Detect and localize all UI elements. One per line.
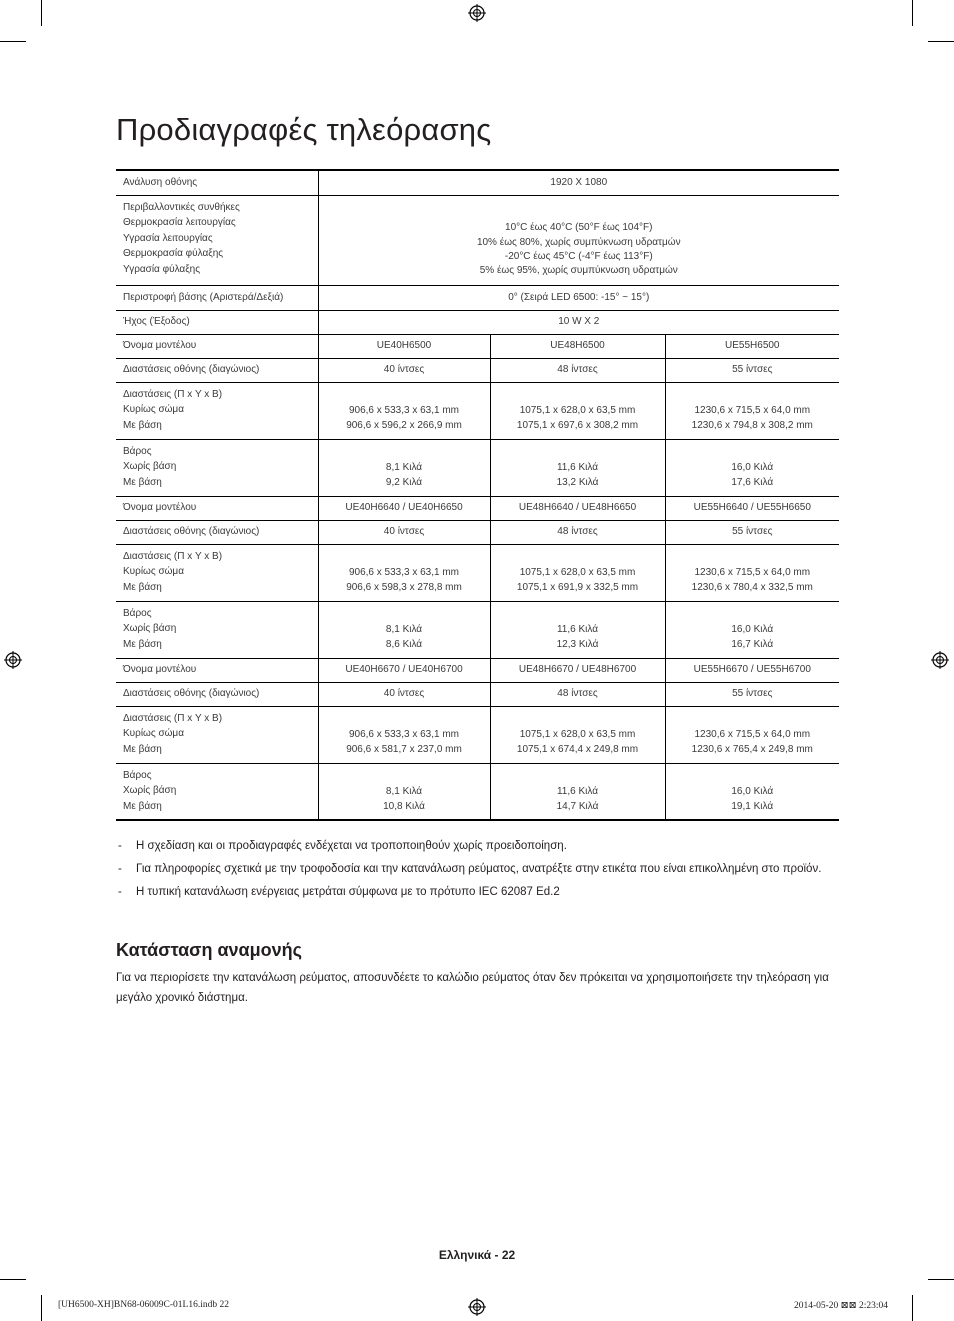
row-value: 1075,1 x 628,0 x 63,5 mm 1075,1 x 674,4 x 249,8 mm [490, 706, 665, 763]
list-item: - Για πληροφορίες σχετικά με την τροφοδοσία και την κατανάλωση ρεύματος, ανατρέξτε στην ετικέτα που είναι επικολλημένη στο προϊόν. [116, 859, 839, 879]
row-value: 40 ίντσες [318, 520, 490, 544]
row-label: Διαστάσεις (Π x Υ x Β) Κυρίως σώμα Με βάση [116, 382, 318, 439]
row-label: Διαστάσεις οθόνης (διαγώνιος) [116, 682, 318, 706]
table-row [116, 285, 839, 310]
table-row [116, 763, 839, 820]
row-label: Βάρος Χωρίς βάση Με βάση [116, 601, 318, 658]
row-value: 11,6 Κιλά 14,7 Κιλά [490, 763, 665, 820]
table-row [116, 382, 839, 439]
table-row [116, 658, 839, 682]
row-value: UE40H6640 / UE40H6650 [318, 496, 490, 520]
row-value: 11,6 Κιλά 13,2 Κιλά [490, 439, 665, 496]
row-value: 55 ίντσες [665, 682, 839, 706]
crop-mark-bottom-left-h [0, 1279, 26, 1280]
crop-mark-bottom-right [912, 1295, 913, 1321]
registration-mark-icon [4, 651, 22, 669]
row-label: Βάρος Χωρίς βάση Με βάση [116, 763, 318, 820]
row-value: 0° (Σειρά LED 6500: -15° ~ 15°) [318, 285, 839, 310]
row-value: 11,6 Κιλά 12,3 Κιλά [490, 601, 665, 658]
table-row [116, 544, 839, 601]
row-label: Περιστροφή βάσης (Αριστερά/Δεξιά) [116, 285, 318, 310]
table-row [116, 706, 839, 763]
row-value: 8,1 Κιλά 9,2 Κιλά [318, 439, 490, 496]
dash-bullet: - [118, 840, 122, 852]
row-label: Όνομα μοντέλου [116, 658, 318, 682]
row-label: Ανάλυση οθόνης [116, 170, 318, 195]
footer-file-info: [UH6500-XH]BN68-06009C-01L16.indb 22 [58, 1300, 229, 1310]
table-row [116, 496, 839, 520]
crop-mark-top-left-h [0, 41, 26, 42]
table-row [116, 601, 839, 658]
page-title: Προδιαγραφές τηλεόρασης [116, 112, 492, 147]
row-value: 1230,6 x 715,5 x 64,0 mm 1230,6 x 780,4 x 332,5 mm [665, 544, 839, 601]
table-row [116, 334, 839, 358]
row-value: 1075,1 x 628,0 x 63,5 mm 1075,1 x 697,6 x 308,2 mm [490, 382, 665, 439]
row-label: Όνομα μοντέλου [116, 496, 318, 520]
row-value: 1920 X 1080 [318, 170, 839, 195]
row-value: 1230,6 x 715,5 x 64,0 mm 1230,6 x 765,4 x 249,8 mm [665, 706, 839, 763]
dash-bullet: - [118, 863, 122, 875]
page-number: Ελληνικά - 22 [438, 1248, 516, 1262]
row-value: UE55H6500 [665, 334, 839, 358]
row-value: 10°C έως 40°C (50°F έως 104°F) 10% έως 80%, χωρίς συμπύκνωση υδρατμών -20°C έως 45°C (-4°F έως 113°F) 5% έως 95%, χωρίς συμπύκνωση υδρατμών [318, 195, 839, 285]
registration-mark-icon [468, 1298, 486, 1316]
dash-bullet: - [118, 886, 122, 898]
row-value: 48 ίντσες [490, 358, 665, 382]
row-label: Βάρος Χωρίς βάση Με βάση [116, 439, 318, 496]
section-heading: Κατάσταση αναμονής [116, 940, 302, 960]
row-value: 48 ίντσες [490, 520, 665, 544]
row-label: Διαστάσεις οθόνης (διαγώνιος) [116, 520, 318, 544]
section-paragraph: Για να περιορίσετε την κατανάλωση ρεύματος, αποσυνδέετε το καλώδιο ρεύματος όταν δεν πρόκειται να χρησιμοποιήσετε την τηλεόραση για μεγάλο χρονικό διάστημα. [116, 972, 829, 1004]
row-value: UE40H6500 [318, 334, 490, 358]
row-value: 55 ίντσες [665, 358, 839, 382]
row-value: 906,6 x 533,3 x 63,1 mm 906,6 x 581,7 x 237,0 mm [318, 706, 490, 763]
row-value: UE40H6670 / UE40H6700 [318, 658, 490, 682]
row-label: Όνομα μοντέλου [116, 334, 318, 358]
table-row [116, 682, 839, 706]
row-value: 16,0 Κιλά 16,7 Κιλά [665, 601, 839, 658]
row-value: 8,1 Κιλά 8,6 Κιλά [318, 601, 490, 658]
table-row [116, 170, 839, 195]
crop-mark-top-left [41, 0, 42, 26]
list-item: - Η τυπική κατανάλωση ενέργειας μετράται σύμφωνα με το πρότυπο IEC 62087 Ed.2 [116, 882, 839, 902]
row-value: 8,1 Κιλά 10,8 Κιλά [318, 763, 490, 820]
table-row [116, 310, 839, 334]
crop-mark-top-right [912, 0, 913, 26]
row-value: 55 ίντσες [665, 520, 839, 544]
row-value: 16,0 Κιλά 17,6 Κιλά [665, 439, 839, 496]
spec-table [116, 169, 839, 821]
row-value: 48 ίντσες [490, 682, 665, 706]
crop-mark-bottom-left [41, 1295, 42, 1321]
table-row [116, 358, 839, 382]
row-value: 40 ίντσες [318, 682, 490, 706]
row-value: 10 W X 2 [318, 310, 839, 334]
row-label: Διαστάσεις οθόνης (διαγώνιος) [116, 358, 318, 382]
row-value: 906,6 x 533,3 x 63,1 mm 906,6 x 598,3 x 278,8 mm [318, 544, 490, 601]
row-value: 906,6 x 533,3 x 63,1 mm 906,6 x 596,2 x 266,9 mm [318, 382, 490, 439]
registration-mark-icon [468, 4, 486, 22]
table-row [116, 195, 839, 285]
notes-list [116, 836, 839, 905]
row-value: UE48H6670 / UE48H6700 [490, 658, 665, 682]
row-value: 16,0 Κιλά 19,1 Κιλά [665, 763, 839, 820]
registration-mark-icon [931, 651, 949, 669]
row-value: 1230,6 x 715,5 x 64,0 mm 1230,6 x 794,8 x 308,2 mm [665, 382, 839, 439]
row-label: Διαστάσεις (Π x Υ x Β) Κυρίως σώμα Με βάση [116, 544, 318, 601]
footer-datetime: 2014-05-20 ⊠⊠ 2:23:04 [793, 1301, 888, 1311]
list-item: - Η σχεδίαση και οι προδιαγραφές ενδέχεται να τροποποιηθούν χωρίς προειδοποίηση. [116, 836, 839, 856]
row-value: UE55H6640 / UE55H6650 [665, 496, 839, 520]
row-label: Ήχος (Έξοδος) [116, 310, 318, 334]
row-label: Περιβαλλοντικές συνθήκες Θερμοκρασία λειτουργίας Υγρασία λειτουργίας Θερμοκρασία φύλαξης Υγρασία φύλαξης [116, 195, 318, 285]
crop-mark-top-right-h [928, 41, 954, 42]
row-label: Διαστάσεις (Π x Υ x Β) Κυρίως σώμα Με βάση [116, 706, 318, 763]
row-value: UE48H6640 / UE48H6650 [490, 496, 665, 520]
row-value: 40 ίντσες [318, 358, 490, 382]
row-value: UE55H6670 / UE55H6700 [665, 658, 839, 682]
table-row [116, 439, 839, 496]
row-value: 1075,1 x 628,0 x 63,5 mm 1075,1 x 691,9 x 332,5 mm [490, 544, 665, 601]
crop-mark-bottom-right-h [928, 1279, 954, 1280]
table-row [116, 520, 839, 544]
row-value: UE48H6500 [490, 334, 665, 358]
